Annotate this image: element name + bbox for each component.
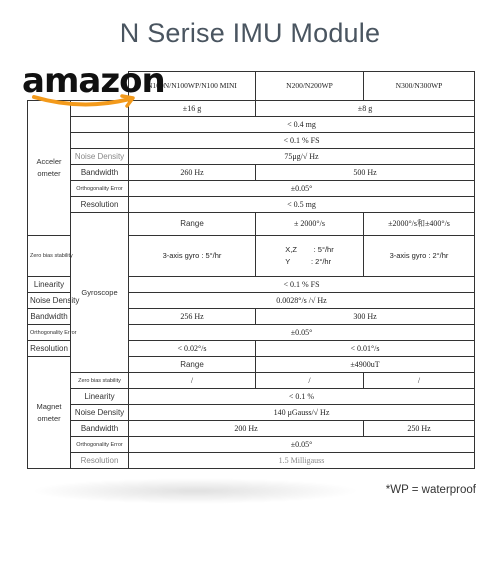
mag-noise-value: 140 μGauss/√ Hz: [129, 405, 475, 421]
mag-range-value: ±4900uT: [256, 357, 475, 373]
mag-resolution-value: 1.5 Milligauss: [129, 453, 475, 469]
amazon-smile-icon: [32, 94, 144, 110]
gyro-bias-n300: 3-axis gyro : 2°/hr: [364, 236, 475, 277]
table-row: [28, 389, 475, 405]
accel-bias-label: [71, 117, 129, 133]
gyro-bandwidth-other: 300 Hz: [256, 309, 475, 325]
waterproof-footnote: *WP = waterproof: [385, 484, 476, 496]
model-n100-header: N100N/N100WP/N100 MINI: [129, 72, 256, 101]
accel-bandwidth-n100: 260 Hz: [129, 165, 256, 181]
accel-ortho-label: Orthogonality Error: [71, 181, 129, 197]
group-magnetometer: Magnet ometer: [28, 357, 71, 469]
mag-range-label: Range: [129, 357, 256, 373]
gyro-linearity-label: Linearity: [28, 277, 71, 293]
table-shadow: [30, 478, 360, 504]
mag-noise-label: Noise Density: [71, 405, 129, 421]
model-n200-header: N200/N200WP: [256, 72, 364, 101]
amazon-logo: [22, 61, 165, 112]
table-row: [28, 165, 475, 181]
table-row: [28, 149, 475, 165]
gyro-noise-value: 0.0028°/s /√ Hz: [129, 293, 475, 309]
gyro-bias-n100: 3-axis gyro : 5°/hr: [129, 236, 256, 277]
accel-range-other: ±8 g: [256, 101, 475, 117]
accel-range-n100: ±16 g: [129, 101, 256, 117]
spec-table: [27, 71, 475, 469]
accel-resolution-label: Resolution: [71, 197, 129, 213]
accel-linearity-value: < 0.1 % FS: [129, 133, 475, 149]
accel-row2-value: < 0.4 mg: [129, 117, 475, 133]
mag-bias-n300: /: [364, 373, 475, 389]
accel-ortho-value: ±0.05°: [129, 181, 475, 197]
mag-bias-n100: /: [129, 373, 256, 389]
page-title: N Serise IMU Module: [119, 18, 381, 48]
model-n300-header: N300/N300WP: [364, 72, 475, 101]
gyro-resolution-n100: < 0.02°/s: [129, 341, 256, 357]
group-accelerometer: Acceler ometer: [28, 101, 71, 236]
gyro-linearity-value: < 0.1 % FS: [129, 277, 475, 293]
mag-linearity-value: < 0.1 %: [129, 389, 475, 405]
table-row: [28, 213, 475, 236]
table-row: [28, 437, 475, 453]
table-row: [28, 453, 475, 469]
accel-bandwidth-label: Bandwidth: [71, 165, 129, 181]
gyro-bandwidth-label: Bandwidth: [28, 309, 71, 325]
gyro-ortho-label: Orthogonality Error: [28, 325, 71, 341]
table-row: [28, 117, 475, 133]
accel-noise-label: Noise Density: [71, 149, 129, 165]
accel-linearity-label: [71, 133, 129, 149]
mag-linearity-label: Linearity: [71, 389, 129, 405]
table-row: [28, 133, 475, 149]
gyro-range-label: Range: [129, 213, 256, 236]
accel-resolution-value: < 0.5 mg: [129, 197, 475, 213]
gyro-bias-n200-text: X,Z : 5°/hr Y : 2°/hr: [285, 245, 334, 266]
gyro-noise-label: Noise Density: [28, 293, 71, 309]
table-row: [28, 421, 475, 437]
table-row: [28, 373, 475, 389]
mag-bandwidth-n300: 250 Hz: [364, 421, 475, 437]
gyro-ortho-value: ±0.05°: [129, 325, 475, 341]
table-row: [28, 181, 475, 197]
gyro-range-n200: ±2000°/s和±400°/s: [364, 213, 475, 236]
gyro-bandwidth-n100: 256 Hz: [129, 309, 256, 325]
table-row: [28, 405, 475, 421]
mag-resolution-label: Resolution: [71, 453, 129, 469]
group-gyroscope: Gyroscope: [71, 213, 129, 373]
mag-bandwidth-n100-n200: 200 Hz: [129, 421, 364, 437]
gyro-resolution-label: Resolution: [28, 341, 71, 357]
mag-ortho-value: ±0.05°: [129, 437, 475, 453]
mag-bias-label: Zero bias stability: [71, 373, 129, 389]
mag-ortho-label: Orthogonality Error: [71, 437, 129, 453]
accel-noise-value: 75μg/√ Hz: [129, 149, 475, 165]
mag-bandwidth-label: Bandwidth: [71, 421, 129, 437]
gyro-bias-n200: [256, 236, 364, 277]
accel-bandwidth-other: 500 Hz: [256, 165, 475, 181]
gyro-resolution-other: < 0.01°/s: [256, 341, 475, 357]
amazon-logo-text: amazon: [22, 61, 165, 101]
table-row: [28, 197, 475, 213]
mag-bias-n200: /: [256, 373, 364, 389]
gyro-range-n100: ± 2000°/s: [256, 213, 364, 236]
gyro-bias-label: Zero bias stability: [28, 236, 71, 277]
